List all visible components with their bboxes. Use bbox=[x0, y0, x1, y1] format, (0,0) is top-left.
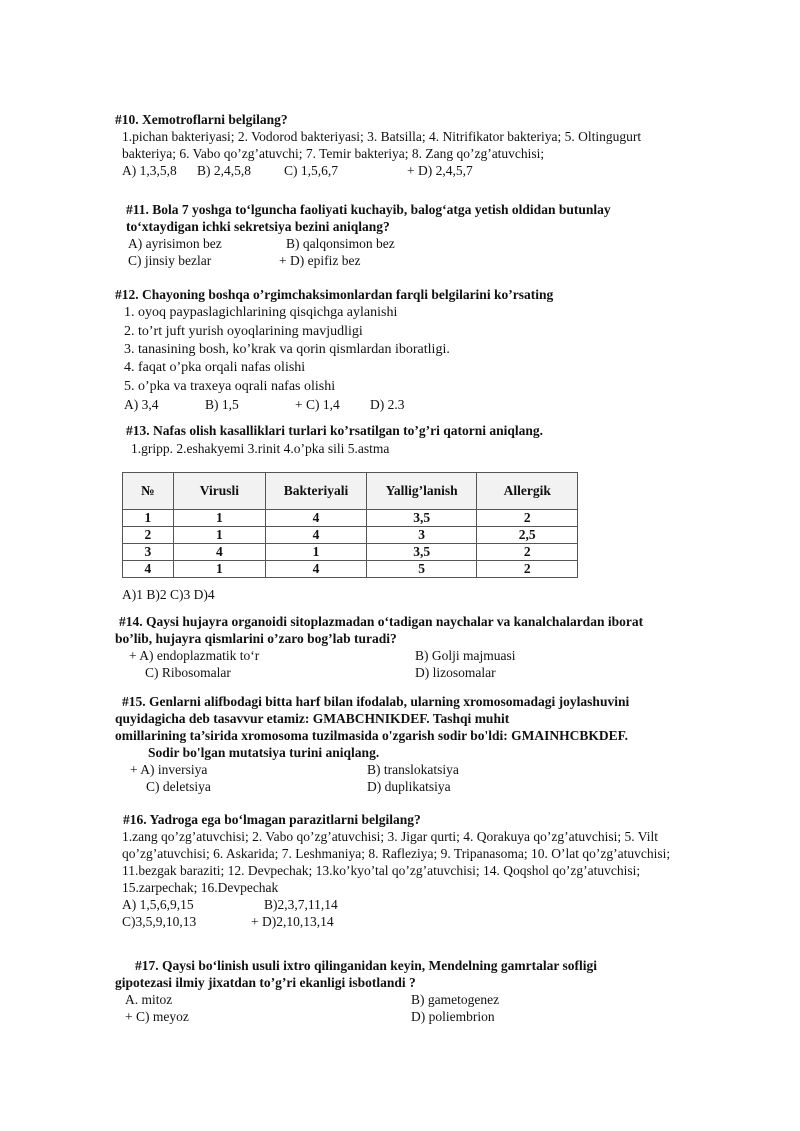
question-16-title: #16. Yadroga ega bo‘lmagan parazitlarni belgilang? bbox=[123, 812, 421, 827]
table-cell: 1 bbox=[173, 510, 266, 527]
answer-option-a: A) 3,4 bbox=[124, 397, 159, 412]
answer-option-a: A. mitoz bbox=[125, 992, 173, 1007]
answer-option-a: A) 1,5,6,9,15 bbox=[122, 897, 194, 912]
list-item: 5. o’pka va traxeya oqrali nafas olishi bbox=[124, 379, 336, 394]
question-14-title: #14. Qaysi hujayra organoidi sitoplazmadan o‘tadigan naychalar va kanalchalardan iborat bbox=[119, 614, 644, 629]
question-13-options: 1.gripp. 2.eshakyemi 3.rinit 4.o’pka sili 5.astma bbox=[131, 441, 390, 456]
question-10-title: #10. Xemotroflarni belgilang? bbox=[115, 112, 288, 127]
question-12-title: #12. Chayoning boshqa o’rgimchaksimonlardan farqli belgilarini ko’rsating bbox=[115, 287, 554, 302]
answer-option-b: B) translokatsiya bbox=[367, 762, 459, 777]
table-cell: 1 bbox=[173, 561, 266, 578]
answer-option-b: B) Golji majmuasi bbox=[415, 648, 516, 663]
question-17-title: gipotezasi ilmiy jixatdan to’g’ri ekanligi isbotlandi ? bbox=[115, 975, 416, 990]
answer-option-c: + C) 1,4 bbox=[295, 397, 340, 412]
column-header: № bbox=[123, 473, 174, 510]
table-cell: 4 bbox=[123, 561, 174, 578]
table-row bbox=[123, 527, 578, 544]
question-10-text-line: 1.pichan bakteriyasi; 2. Vodorod bakteriyasi; 3. Batsilla; 4. Nitrifikator bakteriya; 5. Oltingugurt bbox=[122, 129, 642, 144]
answer-option-a: A) 1,3,5,8 bbox=[122, 163, 177, 178]
answer-option-d: D) poliembrion bbox=[411, 1009, 495, 1024]
list-item: 4. faqat o’pka orqali nafas olishi bbox=[124, 360, 306, 375]
answer-option-c: C) Ribosomalar bbox=[145, 665, 231, 680]
table-cell: 3,5 bbox=[366, 510, 477, 527]
answer-option-c: + C) meyoz bbox=[125, 1009, 189, 1024]
question-15-title: quyidagicha deb tasavvur etamiz: GMABCHNIKDEF. Tashqi muhit bbox=[115, 711, 510, 726]
answer-option-b: B) gametogenez bbox=[411, 992, 500, 1007]
column-header: Allergik bbox=[477, 473, 578, 510]
question-10-text-line: bakteriya; 6. Vabo qo’zg’atuvchi; 7. Temir bakteriya; 8. Zang qo’zg’atuvchisi; bbox=[122, 146, 545, 161]
table-cell: 4 bbox=[266, 561, 367, 578]
question-16-text-line: qo’zg’atuvchisi; 6. Askarida; 7. Leshmaniya; 8. Rafleziya; 9. Tripanasoma; 10. O’lat qo’zg’atuvchisi; bbox=[122, 846, 671, 861]
answer-option-b: B)2,3,7,11,14 bbox=[264, 897, 338, 912]
list-item: 3. tanasining bosh, ko’krak va qorin qismlardan iboratligi. bbox=[124, 342, 450, 357]
question-11-title: to‘xtaydigan ichki sekretsiya bezini aniqlang? bbox=[126, 219, 390, 234]
table-header-row bbox=[123, 473, 578, 510]
answer-option-d: + D) 2,4,5,7 bbox=[407, 163, 473, 178]
table-cell: 4 bbox=[266, 510, 367, 527]
table-cell: 3 bbox=[366, 527, 477, 544]
question-15-title: #15. Genlarni alifbodagi bitta harf bilan ifodalab, ularning xromosomadagi joylashuvini bbox=[122, 694, 630, 709]
column-header: Yallig’lanish bbox=[366, 473, 477, 510]
question-16-text-line: 15.zarpechak; 16.Devpechak bbox=[122, 880, 279, 895]
table-cell: 4 bbox=[173, 544, 266, 561]
table-cell: 1 bbox=[123, 510, 174, 527]
answer-option-d: D) 2.3 bbox=[370, 397, 405, 412]
table-cell: 5 bbox=[366, 561, 477, 578]
question-13-title: #13. Nafas olish kasalliklari turlari ko’rsatilgan to’g’ri qatorni aniqlang. bbox=[126, 423, 544, 438]
answer-option-a: A) ayrisimon bez bbox=[128, 236, 222, 251]
table-cell: 2,5 bbox=[477, 527, 578, 544]
answer-option-c: C) 1,5,6,7 bbox=[284, 163, 338, 178]
answer-option-d: + D)2,10,13,14 bbox=[251, 914, 334, 929]
table-cell: 1 bbox=[173, 527, 266, 544]
question-17-title: #17. Qaysi bo‘linish usuli ixtro qilinganidan keyin, Mendelning gamrtalar sofligi bbox=[135, 958, 597, 973]
answer-option-b: B) qalqonsimon bez bbox=[286, 236, 395, 251]
question-16-text-line: 11.bezgak baraziti; 12. Devpechak; 13.ko’kyo’tal qo’zg’atuvchisi; 14. Qoqshol qo’zg’atuvchisi; bbox=[122, 863, 641, 878]
table-cell: 4 bbox=[266, 527, 367, 544]
answer-option-b: B) 1,5 bbox=[205, 397, 239, 412]
list-item: 2. to’rt juft yurish oyoqlarining mavjudligi bbox=[124, 324, 363, 339]
answer-option-d: D) lizosomalar bbox=[415, 665, 496, 680]
question-16-text-line: 1.zang qo’zg’atuvchisi; 2. Vabo qo’zg’atuvchisi; 3. Jigar qurti; 4. Qorakuya qo’zg’atuvchisi; 5. Vilt bbox=[122, 829, 658, 844]
answer-option-a: + A) endoplazmatik to‘r bbox=[129, 648, 260, 663]
table-row bbox=[123, 544, 578, 561]
table-row bbox=[123, 561, 578, 578]
table-cell: 2 bbox=[123, 527, 174, 544]
answer-option-b: B) 2,4,5,8 bbox=[197, 163, 251, 178]
answer-option-d: + D) epifiz bez bbox=[279, 253, 361, 268]
question-15-title: Sodir bo'lgan mutatsiya turini aniqlang. bbox=[148, 745, 380, 760]
table-cell: 3 bbox=[123, 544, 174, 561]
question-13-answers: A)1 B)2 C)3 D)4 bbox=[122, 587, 215, 602]
answer-option-c: C)3,5,9,10,13 bbox=[122, 914, 197, 929]
column-header: Virusli bbox=[173, 473, 266, 510]
question-15-title: omillarining ta’sirida xromosoma tuzilmasida o'zgarish sodir bo'ldi: GMAINHCBKDEF. bbox=[115, 728, 629, 743]
question-11-title: #11. Bola 7 yoshga to‘lguncha faoliyati kuchayib, balog‘atga yetish oldidan butunlay bbox=[126, 202, 611, 217]
answer-option-d: D) duplikatsiya bbox=[367, 779, 451, 794]
answer-option-a: + A) inversiya bbox=[130, 762, 208, 777]
answer-option-c: C) deletsiya bbox=[146, 779, 211, 794]
list-item: 1. oyoq paypaslagichlarining qisqichga aylanishi bbox=[124, 305, 398, 320]
answer-option-c: C) jinsiy bezlar bbox=[128, 253, 212, 268]
table-cell: 2 bbox=[477, 544, 578, 561]
answer-table bbox=[122, 472, 578, 578]
table-cell: 2 bbox=[477, 561, 578, 578]
table-cell: 3,5 bbox=[366, 544, 477, 561]
question-14-title: bo’lib, hujayra qismlarini o’zaro bog’lab turadi? bbox=[115, 631, 397, 646]
table-cell: 2 bbox=[477, 510, 578, 527]
table-row bbox=[123, 510, 578, 527]
table-cell: 1 bbox=[266, 544, 367, 561]
column-header: Bakteriyali bbox=[266, 473, 367, 510]
